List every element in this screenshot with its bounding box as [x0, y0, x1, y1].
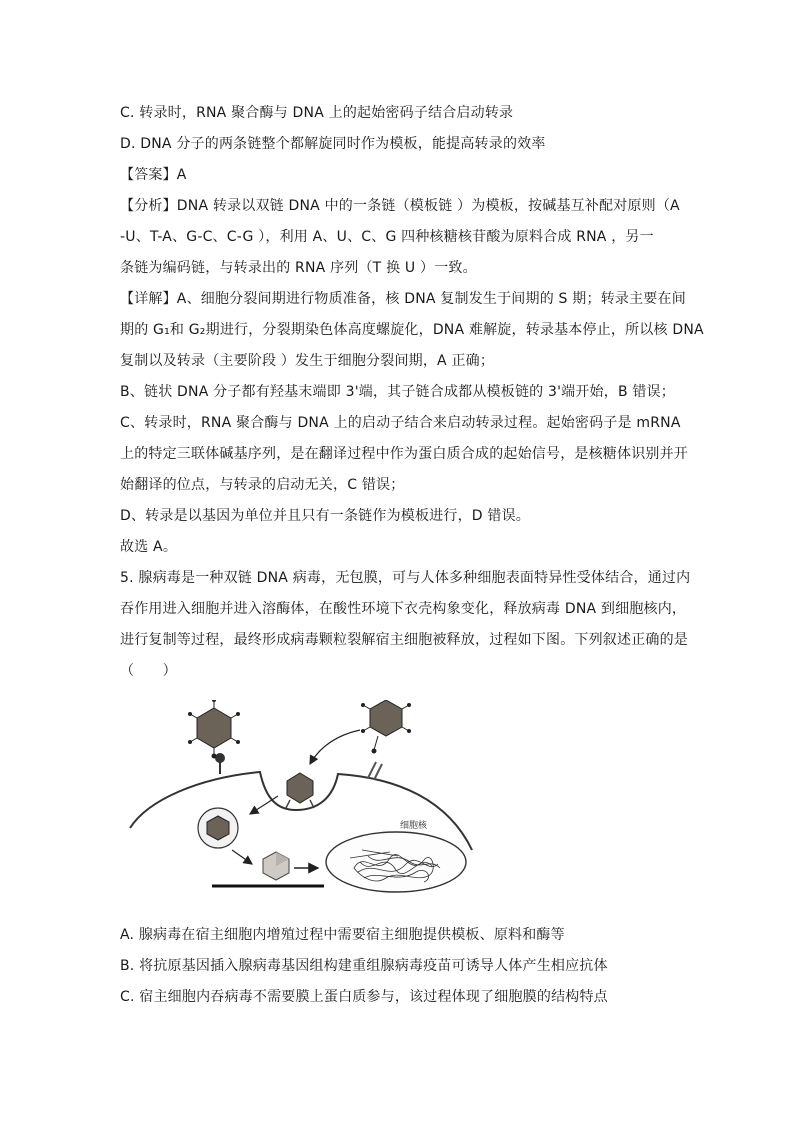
adenovirus-in-pit — [286, 773, 314, 808]
option-c-line-q5: C. 宿主细胞内吞病毒不需要膜上蛋白质参与，该过程体现了细胞膜的结构特点 — [120, 989, 608, 1005]
question-5-line-3: 进行复制等过程，最终形成病毒颗粒裂解宿主细胞被释放，过程如下图。下列叙述正确的是 — [120, 632, 688, 648]
adenovirus-particle-top-right — [361, 700, 411, 754]
detail-line-3: 复制以及转录（主要阶段 ）发生于细胞分裂间期，A 正确； — [120, 353, 495, 369]
option-a-line: A. 腺病毒在宿主细胞内增殖过程中需要宿主细胞提供模板、原料和酶等 — [120, 927, 565, 943]
conclusion-line: 故选 A。 — [120, 539, 178, 555]
adenovirus-particle-top-left — [188, 700, 240, 759]
detail-line-c2: 上的特定三联体碱基序列，是在翻译过程中作为蛋白质合成的起始信号，是核糖体识别并开 — [120, 446, 688, 462]
analysis-line-3: 条链为编码链，与转录出的 RNA 序列（T 换 U ）一致。 — [120, 260, 477, 276]
detail-line-c1: C、转录时，RNA 聚合酶与 DNA 上的启动子结合来启动转录过程。起始密码子是 mRNA — [120, 415, 681, 431]
answer-line: 【答案】A — [120, 167, 187, 183]
question-5-line-2: 吞作用进入细胞并进入溶酶体，在酸性环境下衣壳构象变化，释放病毒 DNA 到细胞核内， — [120, 601, 687, 617]
detail-line-c3: 始翻译的位点，与转录的启动无关，C 错误； — [120, 477, 405, 493]
release-arrow — [232, 850, 252, 864]
endocytosis-arrow — [310, 730, 360, 764]
detail-line-d: D、转录是以基因为单位并且只有一条链作为模板进行，D 错误。 — [120, 508, 531, 524]
nucleus — [326, 832, 466, 892]
analysis-line-1: 【分析】DNA 转录以双链 DNA 中的一条链（模板链 ）为模板，按碱基互补配对原则（A — [120, 198, 680, 214]
nucleus-label: 细胞核 — [400, 821, 428, 831]
detail-line-2: 期的 G₁和 G₂期进行，分裂期染色体高度螺旋化，DNA 难解旋，转录基本停止，所以核 DNA — [120, 322, 704, 338]
question-5-line-1: 5. 腺病毒是一种双链 DNA 病毒，无包膜，可与人体多种细胞表面特异性受体结合，通过内 — [120, 570, 691, 586]
receptor-left — [216, 754, 224, 774]
released-capsid — [263, 852, 289, 880]
analysis-line-2: -U、T-A、G-C、C-G ），利用 A、U、C、G 四种核糖核苷酸为原料合成 RNA ，另一 — [120, 229, 654, 245]
option-d-line: D. DNA 分子的两条链整个都解旋同时作为模板，能提高转录的效率 — [120, 136, 546, 152]
endosome-arrow — [250, 796, 278, 814]
endosome-vesicle — [198, 808, 238, 848]
detail-line-b: B、链状 DNA 分子都有羟基末端即 3'端，其子链合成都从模板链的 3'端开始，B 错误； — [120, 384, 675, 400]
detail-line-1: 【详解】A、细胞分裂间期进行物质准备，核 DNA 复制发生于间期的 S 期；转录主要在间 — [120, 291, 686, 307]
option-b-line: B. 将抗原基因插入腺病毒基因组构建重组腺病毒疫苗可诱导人体产生相应抗体 — [120, 958, 608, 974]
adenovirus-infection-figure — [128, 700, 474, 896]
option-c-line: C. 转录时，RNA 聚合酶与 DNA 上的起始密码子结合启动转录 — [120, 105, 514, 121]
answer-blank: （ ） — [120, 663, 177, 679]
